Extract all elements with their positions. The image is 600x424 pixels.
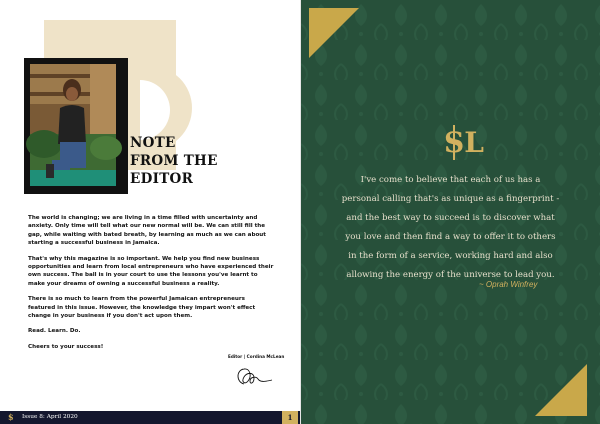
quote-text [301,171,600,285]
title-line: FROM THE [130,153,218,169]
issue-label: Issue 8: April 2020 [22,414,78,420]
editor-signature [232,364,274,395]
quote-attribution: ~ Oprah Winfrey [479,280,538,289]
editor-note-body [28,214,274,358]
quote-line: I've come to believe that each of us has a [360,175,541,185]
corner-triangle-bottom-right [535,364,587,416]
title-line: EDITOR [130,171,194,187]
paragraph: The world is changing; we are living in a time filled with uncertainty and anxiety. Only time will tell what our new normal will be. We can still fill the gap, while waiting with bated breath, by learning as much as we can about starting a successful business in Jamaica. [28,215,266,247]
editor-label: Editor | Cordina McLean [228,354,285,359]
editor-photo [30,64,116,186]
sl-logo-icon [441,122,484,162]
footer-logo: $ [8,412,14,422]
paragraph: Cheers to your success! [28,343,104,350]
paragraph: There is so much to learn from the powerful Jamaican entrepreneurs featured in this issue. However, the knowledge they impart won't effect change in your business if you don't act upon them. [28,296,256,320]
page-footer [0,411,300,424]
corner-triangle-top-left [309,8,359,58]
quote-line: in the form of a service, working hard and also [348,251,553,261]
quote-page [301,0,600,424]
quote-line: you love and then find a way to offer it to others [345,232,556,242]
quote-line: allowing the energy of the universe to lead you. [346,270,555,280]
quote-line: and the best way to succeed is to discover what [346,213,555,223]
paragraph: Read. Learn. Do. [28,328,81,335]
paragraph: That's why this magazine is so important. We help you find new business opportunities and learn from local entrepreneurs who have experienced their own success. The ball is in your court to use the lessons you've learnt to make your dreams of owning a successful business a reality. [28,255,274,287]
page-number: 1 [282,411,298,424]
logo-letters: SL [444,126,484,159]
title-line: NOTE [130,135,176,151]
quote-line: personal calling that's as unique as a fingerprint - [341,194,560,204]
page-title [130,134,218,188]
